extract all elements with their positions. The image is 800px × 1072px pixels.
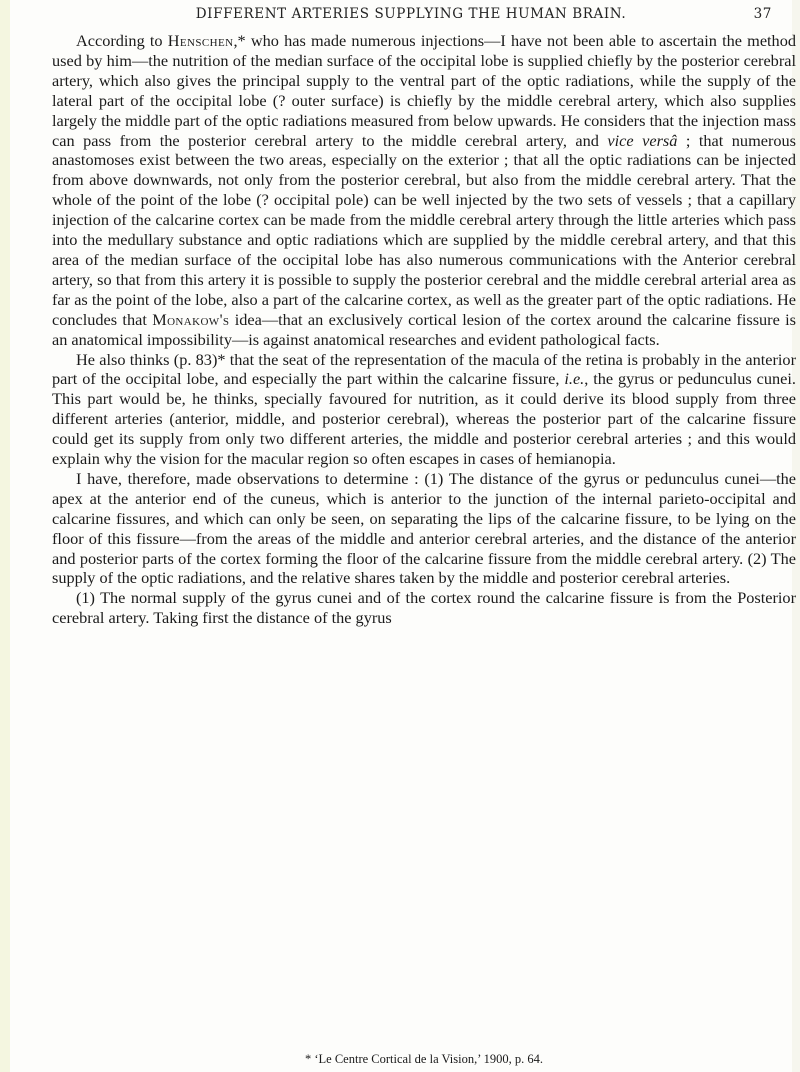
- author-name-monakow: Monakow's: [152, 309, 230, 329]
- running-header: [50, 6, 772, 28]
- running-title: DIFFERENT ARTERIES SUPPLYING THE HUMAN BRAIN.: [195, 6, 627, 22]
- body-text: [52, 31, 796, 628]
- italic-ie: i.e.: [564, 369, 585, 389]
- paragraph-4: (1) The normal supply of the gyrus cunei and of the cortex round the calcarine fissure is from the Posterior cerebral artery. Taking first the distance of the gyrus: [52, 588, 796, 628]
- footnote: * ‘Le Centre Cortical de la Vision,’ 1900, p. 64.: [305, 1052, 543, 1066]
- paragraph-3: I have, therefore, made observations to determine : (1) The distance of the gyrus or pedunculus cunei—the apex at the anterior end of the cuneus, which is anterior to the junction of the internal parieto-occipital and calcarine fissures, and which can only be seen, on separating the lips of the calcarine fissure, to be lying on the floor of this fissure—from the areas of the middle and anterior cerebral arteries, and the distance of the anterior and posterior parts of the cortex forming the floor of the calcarine fissure from the middle cerebral artery. (2) The supply of the optic radiations, and the relative shares taken by the middle and posterior cerebral arteries.: [52, 468, 796, 588]
- page-number: 37: [753, 6, 772, 22]
- paragraph-2: He also thinks (p. 83)* that the seat of the representation of the macula of the retina is probably in the anterior part of the occipital lobe, and especially the part within the calcarine fissure, i.e., the gyrus or pedunculus cunei. This part would be, he thinks, specially favoured for nutrition, as it could derive its blood supply from three different arteries (anterior, middle, and posterior cerebral), whereas the posterior part of the calcarine fissure could get its supply from only two different arteries, the middle and posterior cerebral arteries ; and this would explain why the vision for the macular region so often escapes in cases of hemianopia.: [52, 349, 796, 469]
- italic-vice-versa: vice versâ: [607, 130, 678, 150]
- author-name-henschen: Henschen: [167, 31, 234, 50]
- paragraph-1: According to Henschen,* who has made numerous injections—I have not been able to ascertain the method used by him—the nutrition of the median surface of the occipital lobe is supplied chiefly by the posterior cerebral artery, which also gives the principal supply to the ventral part of the optic radiations, while the supply of the lateral part of the occipital lobe (? outer surface) is chiefly by the middle cerebral artery, which also supplies largely the middle part of the optic radiations measured from below upwards. He considers that the injection mass can pass from the posterior cerebral artery to the middle cerebral artery, and vice versâ ; that numerous anastomoses exist between the two areas, especially on the exterior ; that all the optic radiations can be injected from above downwards, not only from the posterior cerebral, but also from the middle cerebral artery. That the whole of the point of the lobe (? occipital pole) can be well injected by the two sets of vessels ; that a capillary injection of the calcarine cortex can be made from the middle cerebral artery through the little arteries which pass into the medullary substance and optic radiations which are supplied by the middle cerebral artery, and that this area of the median surface of the occipital lobe has also numerous communications with the Anterior cerebral artery, so that from this artery it is possible to supply the posterior cerebral and the middle cerebral arterial area as far as the point of the lobe, also a part of the calcarine cortex, as well as the greater part of the optic radiations. He concludes that Monakow's idea—that an exclusively cortical lesion of the cortex around the calcarine fissure is an anatomical impossibility—is against anatomical researches and evident pathological facts.: [52, 31, 797, 349]
